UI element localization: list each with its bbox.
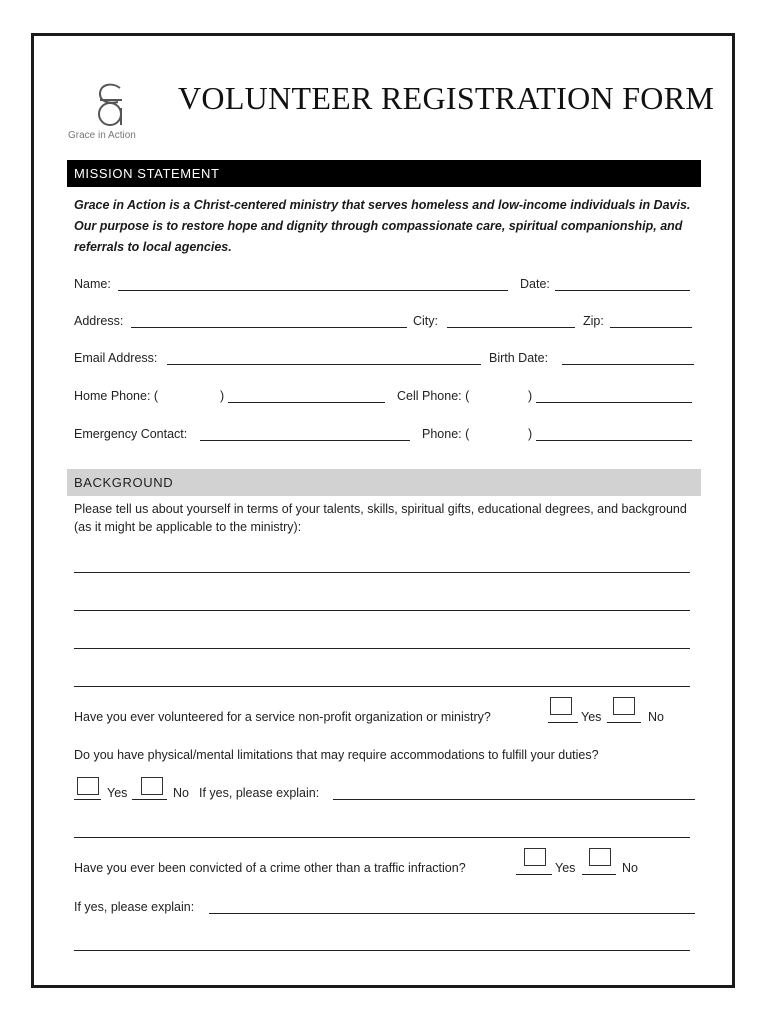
volunteered-no-label: No [648,710,664,724]
background-answer-line-2[interactable] [74,610,690,611]
name-label: Name: [74,277,111,291]
address-label: Address: [74,314,124,328]
limitations-no-checkbox[interactable] [141,777,163,795]
limitations-yes-underline [74,799,101,800]
convicted-no-label: No [622,861,638,875]
volunteered-no-checkbox[interactable] [613,697,635,715]
emergency-contact-label: Emergency Contact: [74,427,188,441]
email-field[interactable] [167,364,481,365]
background-answer-line-3[interactable] [74,648,690,649]
mission-text: Grace in Action is a Christ-centered ministry that serves homeless and low-income individuals in Davis. Our purpose is to restore hope and dignity through compassionate care, spiritual companionship, and referrals to local agencies. [74,198,691,254]
convicted-explain-line-2[interactable] [74,950,690,951]
address-field[interactable] [131,327,407,328]
volunteered-question: Have you ever volunteered for a service non-profit organization or ministry? [74,710,491,724]
convicted-explain-field[interactable] [209,913,695,914]
home-phone-field[interactable] [228,402,385,403]
name-field[interactable] [118,290,508,291]
home-phone-label: Home Phone: ( [74,389,159,403]
phone-field[interactable] [536,440,692,441]
volunteered-no-underline [607,722,641,723]
phone-label: Phone: ( [422,427,470,441]
limitations-no-underline [132,799,167,800]
limitations-yes-checkbox[interactable] [77,777,99,795]
convicted-yes-label: Yes [555,861,576,875]
city-field[interactable] [447,327,575,328]
grace-logo-icon [68,78,168,130]
email-label: Email Address: [74,351,158,365]
volunteered-yes-label: Yes [581,710,602,724]
background-answer-line-1[interactable] [74,572,690,573]
limitations-question: Do you have physical/mental limitations that may require accommodations to fulfill your duties? [74,748,599,762]
cell-phone-paren: ) [528,389,533,403]
zip-label: Zip: [583,314,604,328]
convicted-yes-checkbox[interactable] [524,848,546,866]
logo-text: Grace in Action [68,130,136,141]
cell-phone-field[interactable] [536,402,692,403]
convicted-question: Have you ever been convicted of a crime other than a traffic infraction? [74,861,466,875]
cell-phone-label: Cell Phone: ( [397,389,470,403]
volunteered-yes-checkbox[interactable] [550,697,572,715]
limitations-no-label: No [173,786,189,800]
home-phone-paren: ) [220,389,225,403]
zip-field[interactable] [610,327,692,328]
background-heading: BACKGROUND [67,469,701,496]
city-label: City: [413,314,438,328]
emergency-contact-field[interactable] [200,440,410,441]
background-answer-line-4[interactable] [74,686,690,687]
page-title: VOLUNTEER REGISTRATION FORM [178,80,715,116]
date-field[interactable] [555,290,690,291]
phone-paren: ) [528,427,533,441]
convicted-no-underline [582,874,616,875]
limitations-explain-line-2[interactable] [74,837,690,838]
limitations-explain-label: If yes, please explain: [199,786,320,800]
limitations-yes-label: Yes [107,786,128,800]
volunteered-yes-underline [548,722,578,723]
mission-heading: MISSION STATEMENT [67,160,701,187]
convicted-explain-label: If yes, please explain: [74,900,195,914]
birth-date-field[interactable] [562,364,694,365]
birth-date-label: Birth Date: [489,351,549,365]
logo [68,78,168,144]
date-label: Date: [520,277,550,291]
convicted-no-checkbox[interactable] [589,848,611,866]
limitations-explain-field[interactable] [333,799,695,800]
background-prompt: Please tell us about yourself in terms of your talents, skills, spiritual gifts, educational degrees, and background (as it might be applicable to the ministry): [74,502,687,534]
convicted-yes-underline [516,874,552,875]
